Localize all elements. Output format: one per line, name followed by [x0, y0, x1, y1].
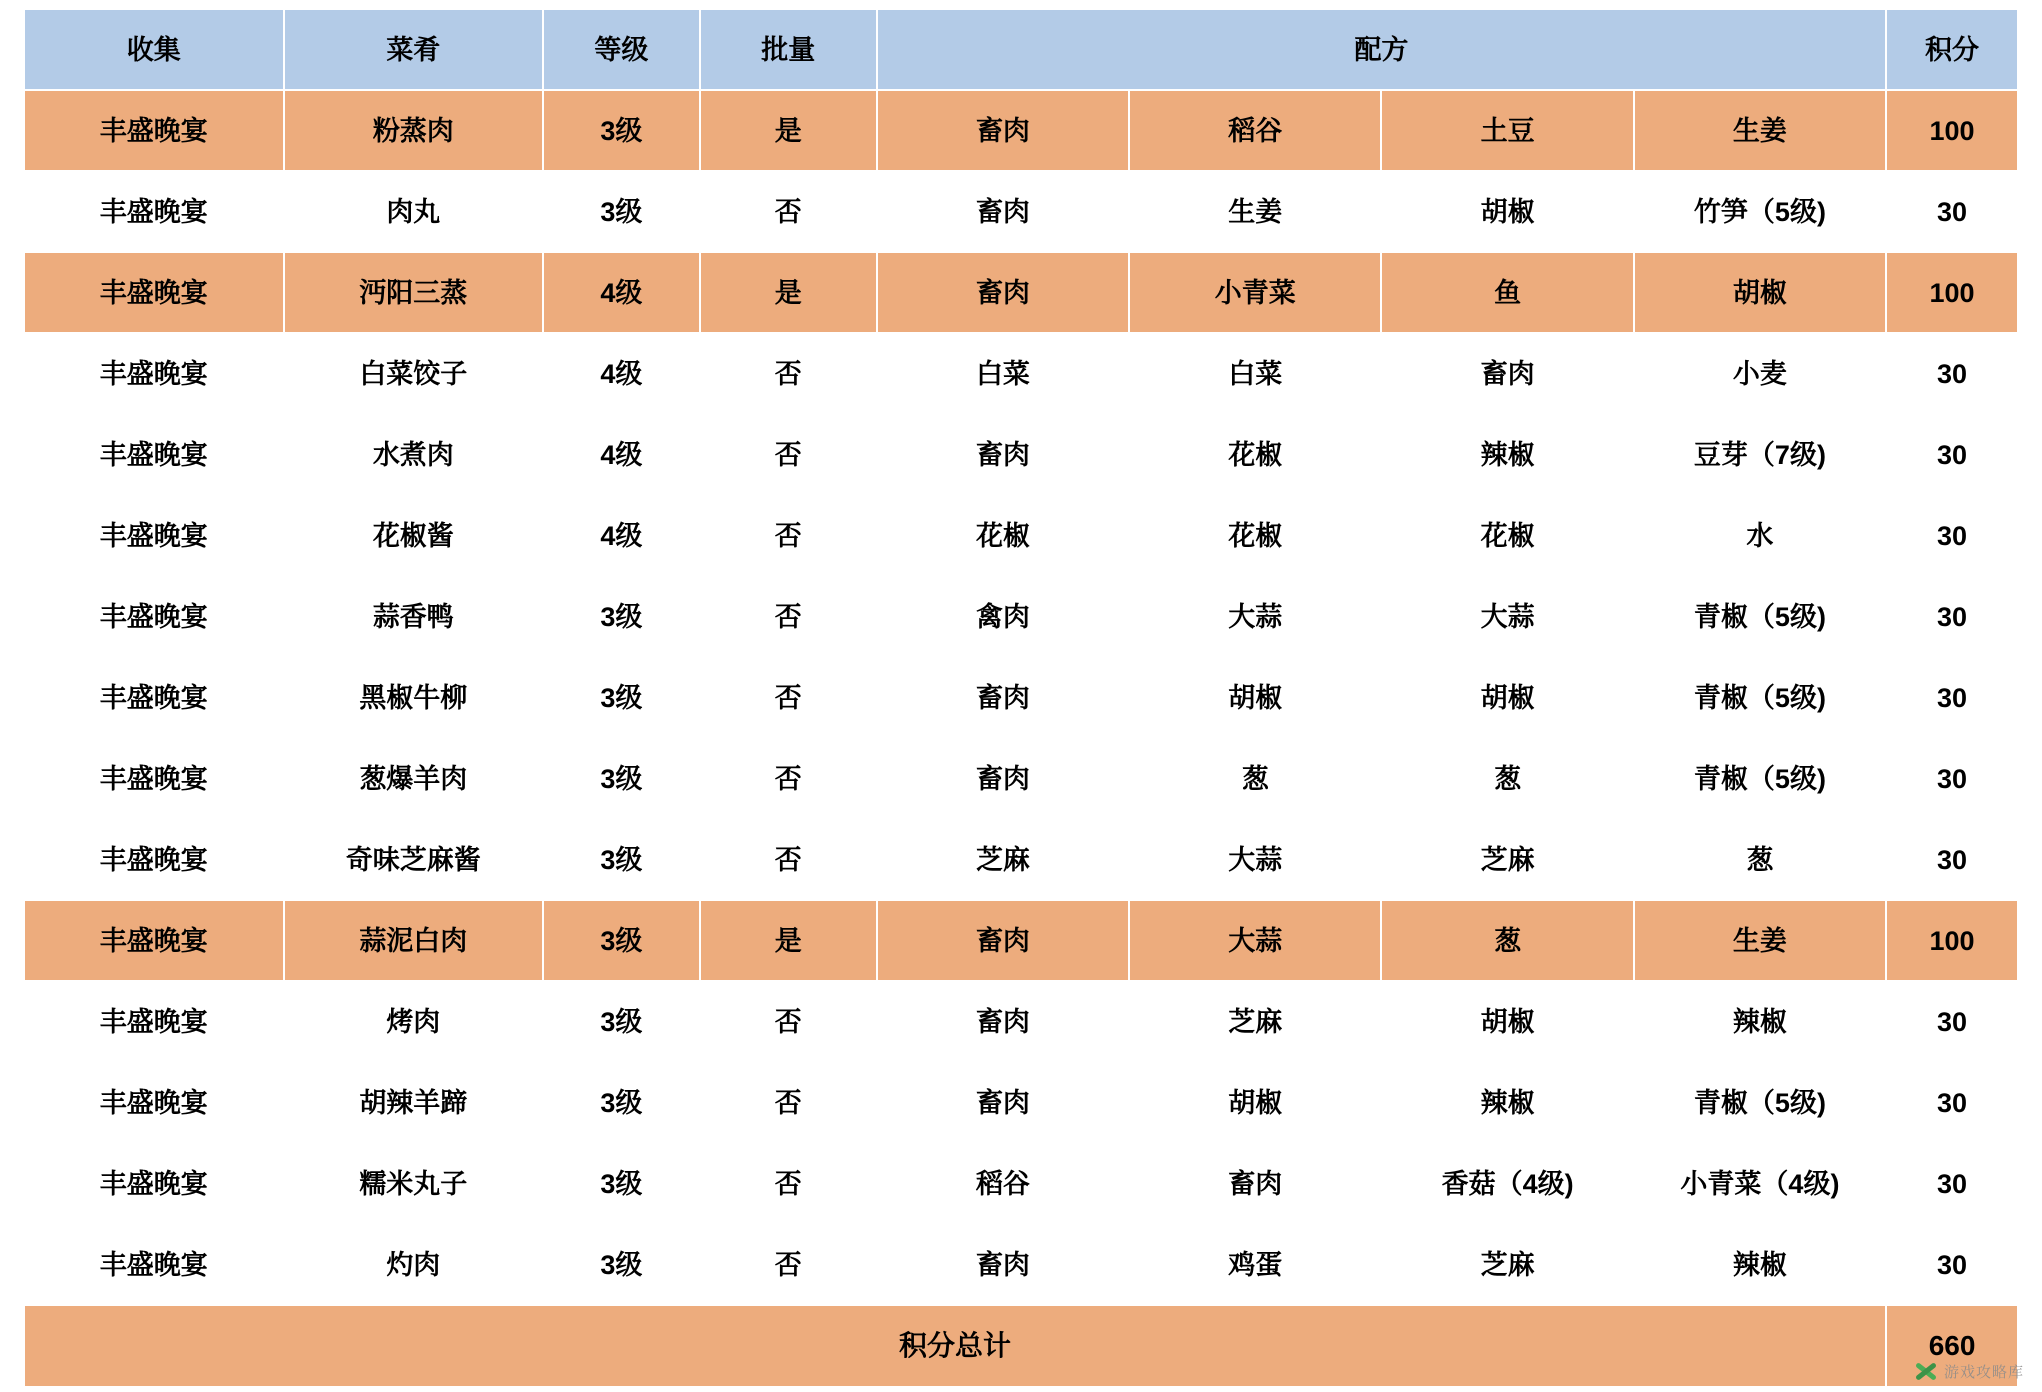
- cell-collect: 丰盛晚宴: [24, 576, 284, 657]
- cell-score: 30: [1886, 819, 2018, 900]
- table-header: [24, 9, 2018, 90]
- table-row: [24, 900, 2018, 981]
- cell-score: 30: [1886, 981, 2018, 1062]
- cell-ingredient: 芝麻: [1381, 1224, 1633, 1305]
- cell-collect: 丰盛晚宴: [24, 981, 284, 1062]
- cell-collect: 丰盛晚宴: [24, 900, 284, 981]
- column-header-level: 等级: [543, 9, 700, 90]
- cell-ingredient: 胡椒: [1381, 171, 1633, 252]
- cell-ingredient: 花椒: [1129, 495, 1381, 576]
- cell-batch: 是: [700, 900, 877, 981]
- cell-level: 3级: [543, 819, 700, 900]
- cell-score: 100: [1886, 900, 2018, 981]
- cell-batch: 否: [700, 657, 877, 738]
- cell-ingredient: 大蒜: [1129, 576, 1381, 657]
- table-row: [24, 819, 2018, 900]
- total-row: [24, 1305, 2018, 1387]
- cell-ingredient: 生姜: [1634, 900, 1886, 981]
- cell-ingredient: 畜肉: [877, 657, 1129, 738]
- cell-ingredient: 花椒: [1381, 495, 1633, 576]
- cell-level: 4级: [543, 333, 700, 414]
- column-header-score: 积分: [1886, 9, 2018, 90]
- watermark: [1912, 1358, 2024, 1384]
- column-header-recipe: 配方: [877, 9, 1886, 90]
- cell-ingredient: 小麦: [1634, 333, 1886, 414]
- column-header-batch: 批量: [700, 9, 877, 90]
- cell-collect: 丰盛晚宴: [24, 738, 284, 819]
- cell-ingredient: 辣椒: [1634, 1224, 1886, 1305]
- cell-collect: 丰盛晚宴: [24, 252, 284, 333]
- cell-collect: 丰盛晚宴: [24, 657, 284, 738]
- watermark-text: 游戏攻略库: [1943, 1363, 2024, 1381]
- cell-score: 30: [1886, 738, 2018, 819]
- cell-ingredient: 畜肉: [877, 1224, 1129, 1305]
- cell-batch: 否: [700, 333, 877, 414]
- cell-collect: 丰盛晚宴: [24, 171, 284, 252]
- cell-ingredient: 辣椒: [1381, 1062, 1633, 1143]
- cell-ingredient: 大蒜: [1381, 576, 1633, 657]
- cell-dish: 蒜泥白肉: [284, 900, 544, 981]
- cell-ingredient: 生姜: [1634, 90, 1886, 171]
- cell-ingredient: 青椒（5级): [1634, 1062, 1886, 1143]
- cell-ingredient: 辣椒: [1381, 414, 1633, 495]
- cell-dish: 粉蒸肉: [284, 90, 544, 171]
- cell-dish: 灼肉: [284, 1224, 544, 1305]
- cell-dish: 奇味芝麻酱: [284, 819, 544, 900]
- cell-ingredient: 畜肉: [877, 171, 1129, 252]
- cell-collect: 丰盛晚宴: [24, 495, 284, 576]
- column-header-dish: 菜肴: [284, 9, 544, 90]
- column-header-collect: 收集: [24, 9, 284, 90]
- cell-batch: 否: [700, 1143, 877, 1224]
- cell-collect: 丰盛晚宴: [24, 414, 284, 495]
- cell-ingredient: 辣椒: [1634, 981, 1886, 1062]
- cell-ingredient: 畜肉: [1381, 333, 1633, 414]
- cell-ingredient: 葱: [1634, 819, 1886, 900]
- cell-collect: 丰盛晚宴: [24, 1062, 284, 1143]
- cell-ingredient: 胡椒: [1129, 1062, 1381, 1143]
- table-body: [24, 90, 2018, 1305]
- cell-ingredient: 白菜: [877, 333, 1129, 414]
- cell-level: 3级: [543, 657, 700, 738]
- cell-ingredient: 水: [1634, 495, 1886, 576]
- cell-dish: 沔阳三蒸: [284, 252, 544, 333]
- cell-level: 3级: [543, 171, 700, 252]
- cell-ingredient: 青椒（5级): [1634, 657, 1886, 738]
- cell-level: 4级: [543, 414, 700, 495]
- cell-ingredient: 稻谷: [877, 1143, 1129, 1224]
- cell-ingredient: 畜肉: [1129, 1143, 1381, 1224]
- cell-score: 100: [1886, 90, 2018, 171]
- table-row: [24, 657, 2018, 738]
- cell-ingredient: 花椒: [877, 495, 1129, 576]
- table-row: [24, 576, 2018, 657]
- cell-batch: 否: [700, 576, 877, 657]
- cell-ingredient: 葱: [1381, 900, 1633, 981]
- cell-ingredient: 胡椒: [1381, 657, 1633, 738]
- cell-score: 30: [1886, 1143, 2018, 1224]
- table-row: [24, 981, 2018, 1062]
- cell-ingredient: 白菜: [1129, 333, 1381, 414]
- table-footer: [24, 1305, 2018, 1387]
- total-label: 积分总计: [24, 1305, 1886, 1387]
- cell-batch: 是: [700, 252, 877, 333]
- cell-ingredient: 畜肉: [877, 90, 1129, 171]
- cell-ingredient: 畜肉: [877, 981, 1129, 1062]
- cell-ingredient: 畜肉: [877, 900, 1129, 981]
- cell-level: 4级: [543, 252, 700, 333]
- cell-batch: 否: [700, 819, 877, 900]
- table-row: [24, 495, 2018, 576]
- cell-batch: 否: [700, 738, 877, 819]
- table-row: [24, 414, 2018, 495]
- table-row: [24, 1062, 2018, 1143]
- cell-collect: 丰盛晚宴: [24, 819, 284, 900]
- cell-ingredient: 畜肉: [877, 414, 1129, 495]
- total-value: 660: [1886, 1305, 2018, 1387]
- cell-score: 30: [1886, 171, 2018, 252]
- table-row: [24, 1224, 2018, 1305]
- cell-ingredient: 生姜: [1129, 171, 1381, 252]
- table-row: [24, 333, 2018, 414]
- cell-ingredient: 香菇（4级): [1381, 1143, 1633, 1224]
- cell-level: 3级: [543, 576, 700, 657]
- cell-ingredient: 畜肉: [877, 252, 1129, 333]
- cell-ingredient: 土豆: [1381, 90, 1633, 171]
- cell-level: 3级: [543, 1224, 700, 1305]
- table-row: [24, 1143, 2018, 1224]
- cell-dish: 肉丸: [284, 171, 544, 252]
- cell-ingredient: 禽肉: [877, 576, 1129, 657]
- cell-batch: 否: [700, 1062, 877, 1143]
- cell-level: 3级: [543, 90, 700, 171]
- cell-collect: 丰盛晚宴: [24, 333, 284, 414]
- cell-batch: 是: [700, 90, 877, 171]
- cell-dish: 葱爆羊肉: [284, 738, 544, 819]
- cell-ingredient: 大蒜: [1129, 900, 1381, 981]
- cell-dish: 黑椒牛柳: [284, 657, 544, 738]
- cell-ingredient: 畜肉: [877, 1062, 1129, 1143]
- cell-dish: 花椒酱: [284, 495, 544, 576]
- cell-dish: 胡辣羊蹄: [284, 1062, 544, 1143]
- cell-score: 30: [1886, 657, 2018, 738]
- cell-collect: 丰盛晚宴: [24, 1143, 284, 1224]
- cell-level: 3级: [543, 738, 700, 819]
- header-row: [24, 9, 2018, 90]
- cell-dish: 蒜香鸭: [284, 576, 544, 657]
- cell-ingredient: 胡椒: [1634, 252, 1886, 333]
- cell-ingredient: 芝麻: [1381, 819, 1633, 900]
- cell-collect: 丰盛晚宴: [24, 1224, 284, 1305]
- recipe-table: [23, 8, 2019, 1388]
- cell-ingredient: 畜肉: [877, 738, 1129, 819]
- cell-score: 30: [1886, 1062, 2018, 1143]
- cell-ingredient: 胡椒: [1129, 657, 1381, 738]
- cell-batch: 否: [700, 495, 877, 576]
- cell-level: 3级: [543, 1143, 700, 1224]
- cell-ingredient: 青椒（5级): [1634, 576, 1886, 657]
- table-row: [24, 171, 2018, 252]
- cell-collect: 丰盛晚宴: [24, 90, 284, 171]
- cell-score: 100: [1886, 252, 2018, 333]
- table-row: [24, 252, 2018, 333]
- cell-score: 30: [1886, 333, 2018, 414]
- cell-ingredient: 葱: [1129, 738, 1381, 819]
- cell-ingredient: 鸡蛋: [1129, 1224, 1381, 1305]
- cell-dish: 烤肉: [284, 981, 544, 1062]
- watermark-logo-icon: [1912, 1358, 1938, 1384]
- cell-ingredient: 花椒: [1129, 414, 1381, 495]
- cell-ingredient: 鱼: [1381, 252, 1633, 333]
- cell-ingredient: 芝麻: [877, 819, 1129, 900]
- table-row: [24, 90, 2018, 171]
- cell-level: 3级: [543, 1062, 700, 1143]
- cell-batch: 否: [700, 1224, 877, 1305]
- cell-batch: 否: [700, 414, 877, 495]
- cell-batch: 否: [700, 981, 877, 1062]
- cell-ingredient: 小青菜（4级): [1634, 1143, 1886, 1224]
- cell-ingredient: 豆芽（7级): [1634, 414, 1886, 495]
- cell-level: 3级: [543, 900, 700, 981]
- cell-ingredient: 青椒（5级): [1634, 738, 1886, 819]
- cell-score: 30: [1886, 1224, 2018, 1305]
- cell-score: 30: [1886, 495, 2018, 576]
- cell-batch: 否: [700, 171, 877, 252]
- cell-dish: 白菜饺子: [284, 333, 544, 414]
- cell-ingredient: 胡椒: [1381, 981, 1633, 1062]
- table-row: [24, 738, 2018, 819]
- cell-ingredient: 大蒜: [1129, 819, 1381, 900]
- cell-level: 3级: [543, 981, 700, 1062]
- cell-ingredient: 竹笋（5级): [1634, 171, 1886, 252]
- cell-score: 30: [1886, 414, 2018, 495]
- cell-dish: 糯米丸子: [284, 1143, 544, 1224]
- cell-level: 4级: [543, 495, 700, 576]
- cell-ingredient: 葱: [1381, 738, 1633, 819]
- cell-ingredient: 稻谷: [1129, 90, 1381, 171]
- cell-ingredient: 芝麻: [1129, 981, 1381, 1062]
- cell-dish: 水煮肉: [284, 414, 544, 495]
- cell-ingredient: 小青菜: [1129, 252, 1381, 333]
- cell-score: 30: [1886, 576, 2018, 657]
